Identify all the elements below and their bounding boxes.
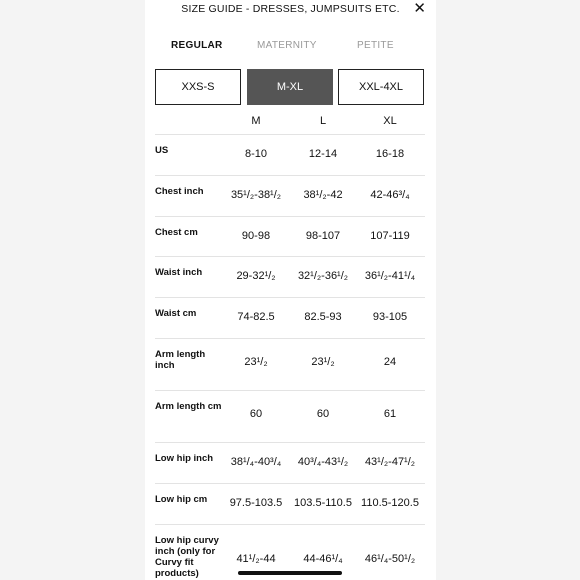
column-header: XL: [383, 115, 397, 127]
table-row: [155, 391, 425, 443]
row-label: Waist cm: [155, 308, 197, 319]
table-cell: 46¹/₄-50¹/₂: [364, 553, 416, 565]
close-icon[interactable]: ✕: [413, 0, 426, 17]
size-group-m-xl-button[interactable]: M-XL: [247, 69, 333, 105]
tab-regular[interactable]: REGULAR: [171, 40, 223, 51]
row-label: Low hip curvy inch (only for Curvy fit products): [155, 535, 219, 579]
table-cell: 43¹/₂-47¹/₂: [364, 456, 416, 468]
table-cell: 107-119: [370, 230, 410, 242]
tab-maternity[interactable]: MATERNITY: [257, 40, 317, 51]
table-cell: 60: [316, 408, 330, 420]
table-cell: 60: [249, 408, 263, 420]
row-label: Low hip cm: [155, 494, 208, 505]
table-cell: 74-82.5: [237, 311, 275, 323]
table-header-row: [155, 112, 425, 135]
table-cell: 8-10: [244, 148, 268, 160]
table-cell: 16-18: [375, 148, 405, 160]
table-cell: 38¹/₂-42: [303, 189, 343, 201]
size-group-xxs-s-button[interactable]: XXS-S: [155, 69, 241, 105]
row-label: Waist inch: [155, 267, 203, 278]
table-cell: 32¹/₂-36¹/₂: [297, 270, 349, 282]
table-cell: 36¹/₂-41¹/₄: [364, 270, 416, 282]
row-label: Chest cm: [155, 227, 198, 238]
table-row: [155, 176, 425, 217]
table-cell: 40³/₄-43¹/₂: [297, 456, 349, 468]
table-row: [155, 298, 425, 339]
size-group-xxl-4xl-button[interactable]: XXL-4XL: [338, 69, 424, 105]
table-cell: 23¹/₂: [311, 356, 335, 368]
table-cell: 110.5-120.5: [361, 497, 419, 509]
column-header: M: [251, 115, 261, 127]
table-cell: 24: [383, 356, 397, 368]
home-indicator: [238, 571, 342, 575]
row-label: US: [155, 145, 169, 156]
page-title: SIZE GUIDE - DRESSES, JUMPSUITS ETC.: [181, 3, 400, 15]
table-cell: 41¹/₂-44: [236, 553, 276, 565]
size-guide-header: [145, 0, 436, 22]
table-cell: 29-32¹/₂: [236, 270, 276, 282]
table-row: [155, 339, 425, 391]
table-row: [155, 217, 425, 257]
table-cell: 97.5-103.5: [229, 497, 283, 509]
table-row: [155, 443, 425, 484]
tab-petite[interactable]: PETITE: [357, 40, 394, 51]
table-cell: 42-46³/₄: [370, 189, 410, 201]
table-cell: 103.5-110.5: [294, 497, 352, 509]
table-row: [155, 484, 425, 525]
table-cell: 93-105: [372, 311, 408, 323]
row-label: Arm length inch: [155, 349, 206, 371]
table-cell: 23¹/₂: [244, 356, 268, 368]
table-cell: 35¹/₂-38¹/₂: [230, 189, 282, 201]
table-cell: 12-14: [308, 148, 338, 160]
table-cell: 82.5-93: [304, 311, 342, 323]
size-table: [155, 112, 425, 580]
fit-tabs: [145, 40, 436, 54]
table-cell: 38¹/₄-40³/₄: [230, 456, 282, 468]
table-cell: 90-98: [241, 230, 271, 242]
table-row: [155, 135, 425, 176]
row-label: Low hip inch: [155, 453, 214, 464]
size-guide-panel: [145, 0, 436, 580]
size-group-selector: [155, 69, 425, 107]
row-label: Arm length cm: [155, 401, 222, 412]
table-cell: 61: [383, 408, 397, 420]
table-cell: 98-107: [305, 230, 341, 242]
column-header: L: [319, 115, 327, 127]
table-cell: 44-46¹/₄: [303, 553, 343, 565]
row-label: Chest inch: [155, 186, 204, 197]
table-row: [155, 257, 425, 298]
